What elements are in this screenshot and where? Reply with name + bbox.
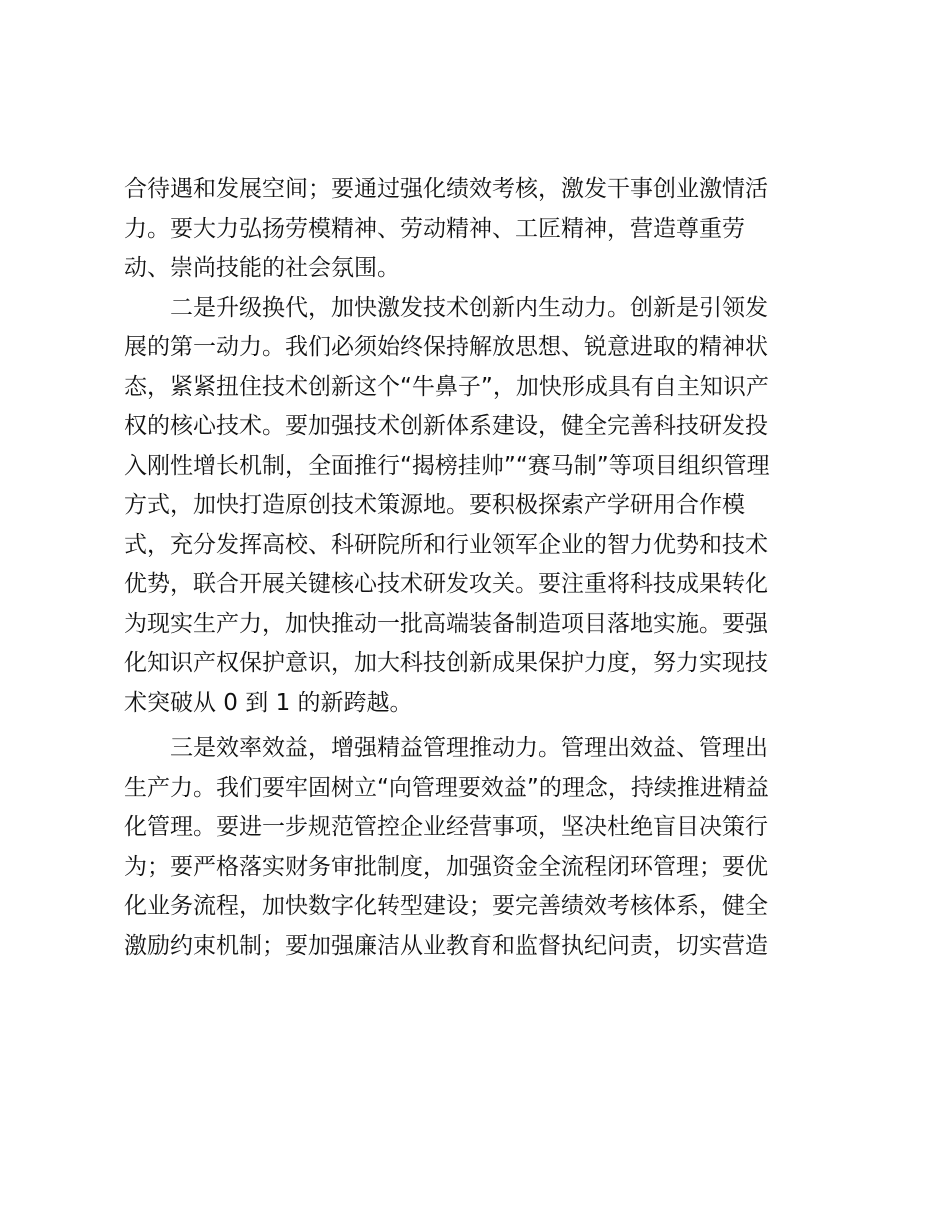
document-body	[124, 170, 828, 966]
text-line: 展的第一动力。我们必须始终保持解放思想、锐意进取的精神状	[124, 334, 768, 360]
text-line: 态，紧紧扭住技术创新这个“牛鼻子”，加快形成具有自主知识产	[124, 373, 769, 400]
text-line: 入刚性增长机制，全面推行“揭榜挂帅”“赛马制”等项目组织管理	[124, 452, 770, 479]
text-line: 优势，联合开展关键核心技术研发攻关。要注重将科技成果转化	[124, 571, 768, 597]
text-line: 化业务流程，加快数字化转型建设；要完善绩效考核体系，健全	[124, 893, 768, 919]
text-line: 权的核心技术。要加强技术创新体系建设，健全完善科技研发投	[124, 413, 768, 439]
text-line: 化管理。要进一步规范管控企业经营事项，坚决杜绝盲目决策行	[124, 814, 768, 840]
text-line-first: 三是效率效益，增强精益管理推动力。管理出效益、管理出	[170, 735, 768, 761]
paragraph-technology-innovation	[124, 289, 828, 724]
text-line: 为；要严格落实财务审批制度，加强资金全流程闭环管理；要优	[124, 853, 768, 880]
text-line: 方式，加快打造原创技术策源地。要积极探索产学研用合作模	[124, 492, 745, 518]
paragraph-lean-management	[124, 729, 828, 966]
text-line: 化知识产权保护意识，加大科技创新成果保护力度，努力实现技	[124, 650, 768, 676]
text-line: 力。要大力弘扬劳模精神、劳动精神、工匠精神，营造尊重劳	[124, 215, 745, 242]
text-line: 术突破从 0 到 1 的新跨越。	[124, 689, 413, 716]
text-line: 合待遇和发展空间；要通过强化绩效考核，激发干事创业激情活	[124, 176, 768, 202]
paragraph-continuation	[124, 170, 828, 289]
text-line: 激励约束机制；要加强廉洁从业教育和监督执纪问责，切实营造	[124, 932, 768, 959]
text-line: 生产力。我们要牢固树立“向管理要效益”的理念，持续推进精益	[124, 774, 769, 801]
text-line-first: 二是升级换代，加快激发技术创新内生动力。创新是引领发	[170, 294, 768, 321]
text-line: 为现实生产力，加快推动一批高端装备制造项目落地实施。要强	[124, 610, 768, 637]
text-line: 式，充分发挥高校、科研院所和行业领军企业的智力优势和技术	[124, 531, 768, 558]
text-line: 动、崇尚技能的社会氛围。	[124, 255, 400, 281]
